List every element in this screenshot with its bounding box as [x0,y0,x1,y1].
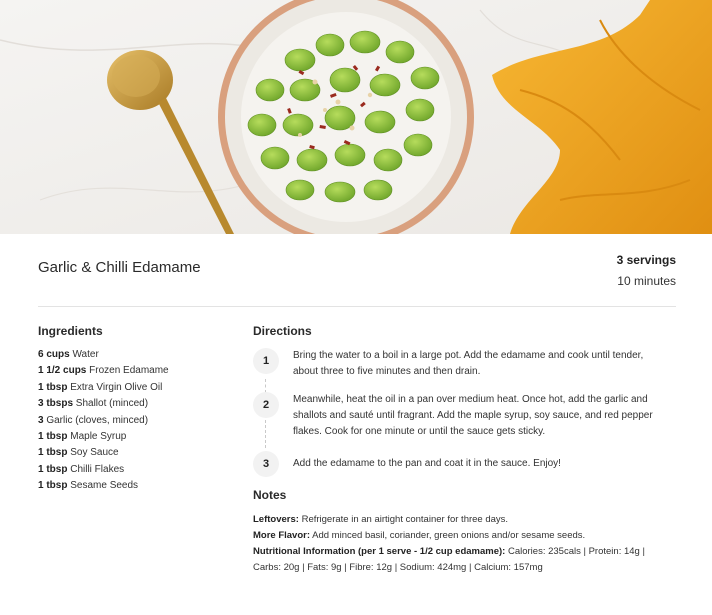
step-connector [265,379,266,393]
ingredient-name: Water [72,349,99,360]
step-number: 1 [253,348,279,374]
ingredient-item [38,363,169,379]
note-leftovers [253,512,673,528]
note-label: More Flavor: [253,530,311,541]
ingredient-item [38,347,169,363]
recipe-photo [0,0,712,234]
note-more-flavor [253,528,673,544]
ingredient-name: Garlic (cloves, minced) [46,414,149,426]
cook-time: 10 minutes [617,274,676,288]
servings-count: 3 servings [616,253,676,267]
step-text: Bring the water to a boil in a large pot. Add the edamame and cook until tender, about three to five minutes and then drain. [293,350,644,377]
note-text: Calories: 235cals | Protein: 14g | Carbs: 20g | Fats: 9g | Fibre: 12g | Sodium: 424mg | Calcium: 157mg [253,546,645,573]
step-connector [265,420,266,448]
ingredient-item [38,429,169,445]
ingredient-quantity: 1 tbsp [38,447,68,459]
step-number: 3 [253,451,279,477]
ingredient-item [38,380,169,396]
note-text: Refrigerate in an airtight container for three days. [298,514,509,525]
ingredient-quantity: 3 tbsps [38,398,74,410]
directions-heading: Directions [253,324,312,338]
ingredient-quantity: 1 tbsp [38,381,68,393]
note-label: Nutritional Information (per 1 serve - 1/2 cup edamame): [253,546,506,557]
ingredient-name: Soy Sauce [70,447,119,459]
step-text: Meanwhile, heat the oil in a pan over medium heat. Once hot, add the garlic and shallots and sauté until fragrant. Add the maple syrup, soy sauce, and red pepper flakes. Cook for one minute or until the sauce gets sticky. [293,394,653,437]
note-nutrition [253,544,673,576]
ingredient-name: Shallot (minced) [75,398,149,410]
ingredient-item [38,396,169,412]
notes-heading: Notes [253,488,287,502]
recipe-meta [617,250,676,292]
ingredient-item [38,462,169,478]
ingredient-quantity: 6 cups [38,349,70,360]
note-text: Add minced basil, coriander, green onions and/or sesame seeds. [310,530,586,541]
ingredient-quantity: 1 tbsp [38,430,68,442]
recipe-title: Garlic & Chilli Edamame [38,259,201,276]
step-number: 2 [253,392,279,418]
ingredient-name: Sesame Seeds [70,480,139,492]
ingredient-quantity: 1 tbsp [38,480,68,492]
ingredient-item [38,478,169,494]
edamame-bowl-illustration [0,0,712,234]
ingredient-name: Maple Syrup [70,430,127,442]
ingredient-name: Frozen Edamame [89,365,169,377]
header-divider [38,306,676,307]
ingredient-name: Chilli Flakes [70,463,125,475]
ingredients-heading: Ingredients [38,324,103,338]
ingredient-item [38,445,169,461]
note-label: Leftovers: [253,514,299,525]
ingredient-item [38,413,169,429]
ingredients-list [38,347,169,495]
step-text: Add the edamame to the pan and coat it in the sauce. Enjoy! [293,458,561,469]
ingredient-quantity: 1 tbsp [38,463,68,475]
ingredient-name: Extra Virgin Olive Oil [70,381,163,393]
ingredient-quantity: 3 [38,414,44,426]
ingredient-quantity: 1 1/2 cups [38,365,87,377]
